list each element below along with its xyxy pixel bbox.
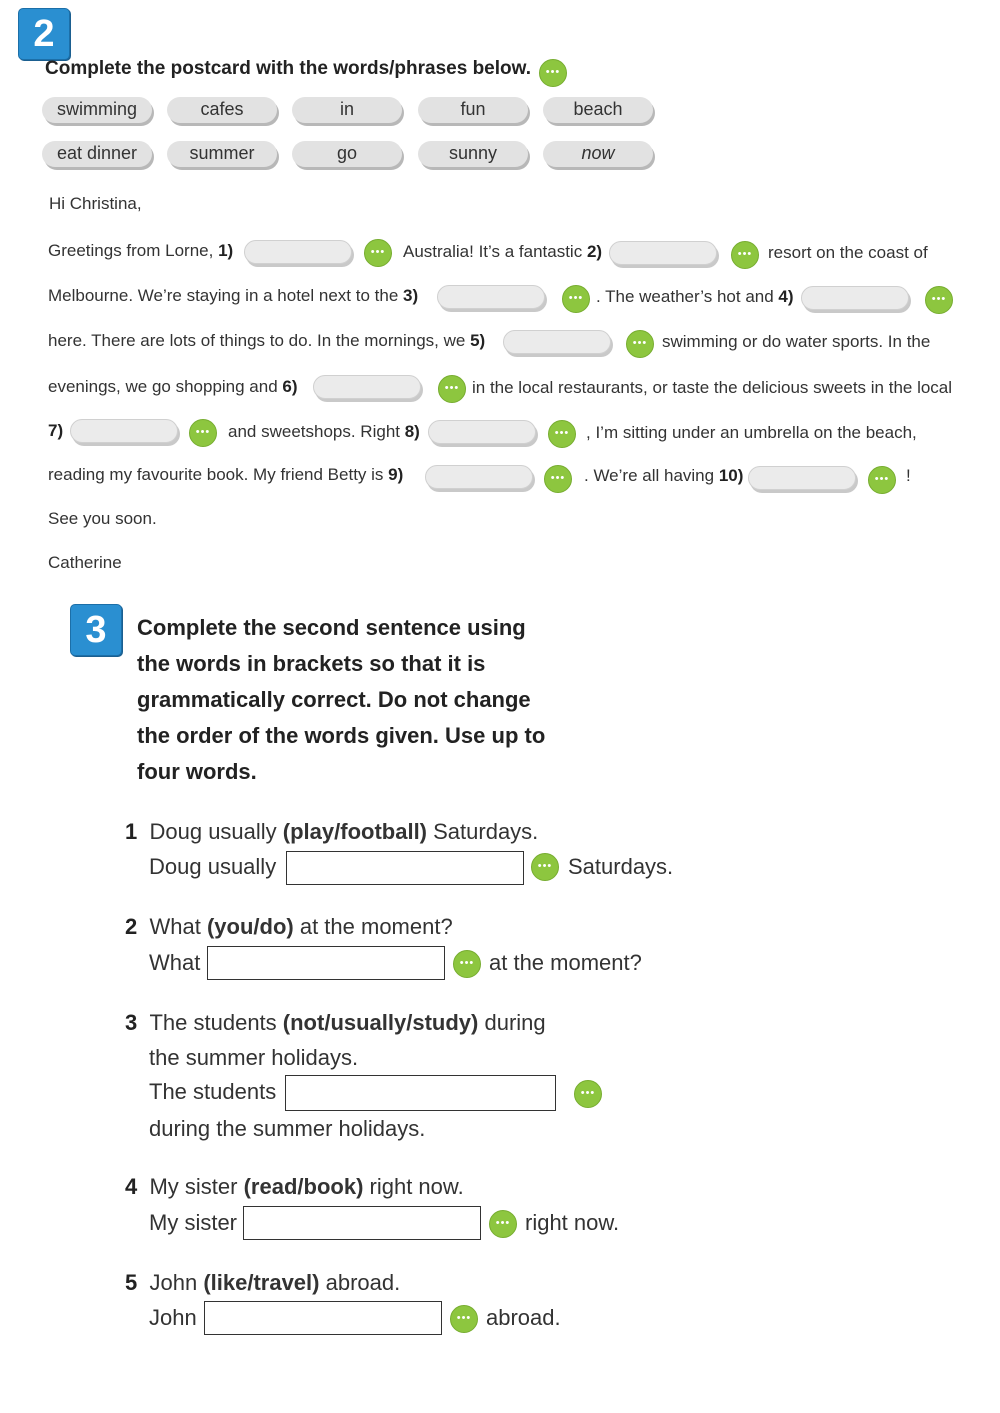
question-4: 4 My sister (read/book) right now. — [125, 1174, 464, 1199]
gap-10-input[interactable] — [748, 466, 856, 490]
question-3-line-2: the summer holidays. — [149, 1045, 359, 1070]
gap-8-input[interactable] — [428, 420, 536, 444]
word-chip[interactable]: go — [292, 141, 402, 167]
word-chip[interactable]: beach — [543, 97, 653, 123]
answer-prefix: The students — [149, 1079, 277, 1104]
answer-prefix: My sister — [149, 1210, 237, 1235]
word-chip[interactable]: now — [543, 141, 653, 167]
hint-dots-icon[interactable] — [574, 1080, 602, 1108]
postcard-text: Melbourne. We’re staying in a hotel next to the 3) — [48, 286, 419, 305]
hint-dots-icon[interactable] — [544, 465, 572, 493]
hint-dots-icon[interactable] — [925, 286, 953, 314]
gap-1-input[interactable] — [244, 240, 352, 264]
hint-dots-icon[interactable] — [731, 241, 759, 269]
postcard-text: resort on the coast of — [768, 243, 928, 262]
gap-9-input[interactable] — [425, 465, 533, 489]
section-3-badge: 3 — [70, 604, 122, 656]
postcard-text: swimming or do water sports. In the — [662, 332, 931, 351]
gap-5-input[interactable] — [503, 330, 611, 354]
postcard-signature: Catherine — [48, 553, 122, 572]
section-2-badge: 2 — [18, 8, 70, 60]
postcard-text: here. There are lots of things to do. In the mornings, we 5) — [48, 331, 486, 350]
postcard-text: , I’m sitting under an umbrella on the beach, — [586, 423, 917, 442]
hint-dots-icon[interactable] — [438, 375, 466, 403]
answer-4-input[interactable] — [243, 1206, 481, 1240]
question-5: 5 John (like/travel) abroad. — [125, 1270, 401, 1295]
hint-dots-icon[interactable] — [453, 950, 481, 978]
answer-prefix: What — [149, 950, 201, 975]
hint-dots-icon[interactable] — [364, 239, 392, 267]
hint-dots-icon[interactable] — [868, 466, 896, 494]
hint-dots-icon[interactable] — [539, 59, 567, 87]
word-chip[interactable]: summer — [167, 141, 277, 167]
hint-dots-icon[interactable] — [489, 1210, 517, 1238]
answer-5-input[interactable] — [204, 1301, 442, 1335]
postcard-text: evenings, we go shopping and 6) — [48, 377, 298, 396]
question-1: 1 Doug usually (play/football) Saturdays. — [125, 819, 539, 844]
word-chip[interactable]: in — [292, 97, 402, 123]
postcard-text: and sweetshops. Right 8) — [228, 422, 420, 441]
answer-suffix: at the moment? — [489, 950, 642, 975]
word-chip[interactable]: sunny — [418, 141, 528, 167]
gap-6-input[interactable] — [313, 375, 421, 399]
word-chip[interactable]: cafes — [167, 97, 277, 123]
answer-3-input[interactable] — [285, 1075, 556, 1111]
postcard-text: in the local restaurants, or taste the delicious sweets in the local — [472, 378, 953, 397]
gap-7-input[interactable] — [70, 419, 178, 443]
question-3: 3 The students (not/usually/study) during — [125, 1010, 546, 1035]
answer-suffix: during the summer holidays. — [149, 1116, 426, 1141]
section-3-instruction: Complete the second sentence using the words in brackets so that it is grammatically correct. Do not change the order of the words given. Use up to four words. — [137, 615, 546, 784]
hint-dots-icon[interactable] — [450, 1305, 478, 1333]
hint-dots-icon[interactable] — [626, 330, 654, 358]
section-2-instruction: Complete the postcard with the words/phrases below. — [45, 58, 531, 79]
postcard-greeting: Hi Christina, — [49, 194, 142, 213]
postcard-text: 7) — [48, 421, 64, 440]
answer-prefix: Doug usually — [149, 854, 277, 879]
postcard-text: reading my favourite book. My friend Betty is 9) — [48, 465, 404, 484]
postcard-text: Australia! It’s a fantastic 2) — [403, 242, 603, 261]
question-2: 2 What (you/do) at the moment? — [125, 914, 453, 939]
postcard-text: Greetings from Lorne, 1) — [48, 241, 234, 260]
answer-1-input[interactable] — [286, 851, 524, 885]
word-chip[interactable]: fun — [418, 97, 528, 123]
gap-2-input[interactable] — [609, 241, 717, 265]
answer-2-input[interactable] — [207, 946, 445, 980]
hint-dots-icon[interactable] — [531, 853, 559, 881]
postcard-text: . We’re all having 10) — [584, 466, 744, 485]
answer-suffix: Saturdays. — [568, 854, 674, 879]
answer-suffix: right now. — [525, 1210, 620, 1235]
answer-prefix: John — [149, 1305, 197, 1330]
hint-dots-icon[interactable] — [562, 285, 590, 313]
postcard-closing: See you soon. — [48, 509, 157, 528]
gap-4-input[interactable] — [801, 286, 909, 310]
hint-dots-icon[interactable] — [548, 420, 576, 448]
word-chip[interactable]: eat dinner — [42, 141, 152, 167]
gap-3-input[interactable] — [437, 285, 545, 309]
postcard-text: . The weather’s hot and 4) — [596, 287, 794, 306]
postcard-text: ! — [906, 466, 911, 485]
answer-suffix: abroad. — [486, 1305, 561, 1330]
word-chip[interactable]: swimming — [42, 97, 152, 123]
hint-dots-icon[interactable] — [189, 419, 217, 447]
